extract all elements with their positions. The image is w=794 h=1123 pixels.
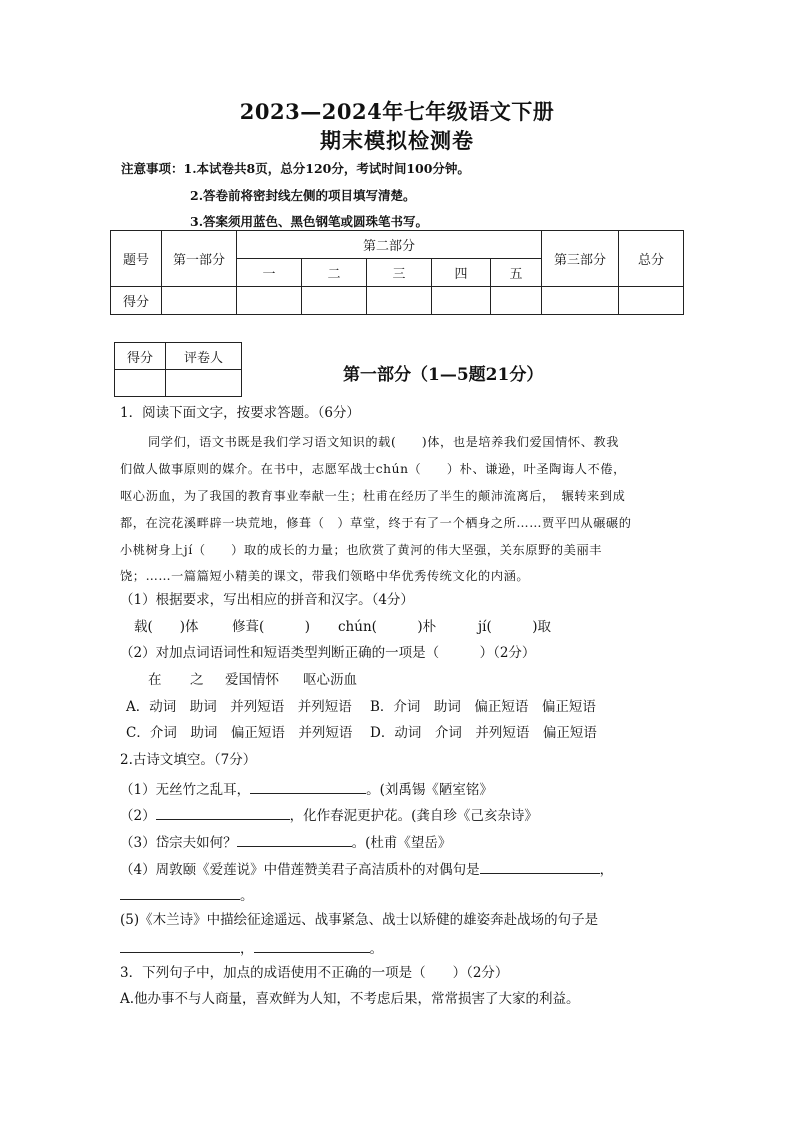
q1-sub1: （1）根据要求，写出相应的拼音和汉字。（4分） xyxy=(120,592,414,608)
q2-line-2 xyxy=(120,807,538,824)
grader-name-cell[interactable] xyxy=(166,370,242,397)
score-table xyxy=(110,230,684,315)
q2-text: （4）周敦颐《爱莲说》中借莲赞美君子高洁质朴的对偶句是 xyxy=(120,862,480,878)
answer-blank[interactable] xyxy=(250,781,366,794)
q3-stem: 3．下列句子中，加点的成语使用不正确的一项是（ ）（2分） xyxy=(120,965,509,981)
th-part1: 第一部分 xyxy=(162,231,237,287)
q2-text: ，化作春泥更护花。(龚自珍《己亥杂诗》 xyxy=(289,808,538,824)
answer-blank[interactable] xyxy=(254,940,370,953)
note-3: 3.答案须用蓝色、黑色钢笔或圆珠笔书写。 xyxy=(190,214,429,229)
option-d[interactable]: D．动词 介词 并列短语 偏正短语 xyxy=(370,725,597,741)
q1-sub2: （2）对加点词语词性和短语类型判断正确的一项是（ ）（2分） xyxy=(120,645,536,661)
th-sub-5: 五 xyxy=(491,259,542,287)
th-sub-3: 三 xyxy=(367,259,432,287)
option-c[interactable]: C．介词 助词 偏正短语 并列短语 xyxy=(126,725,353,741)
dotted-word: 爱国情怀 xyxy=(225,672,279,688)
q2-text: 。 xyxy=(369,941,383,957)
q1-sub1-item[interactable]: jí( )取 xyxy=(478,619,552,635)
note-1: 注意事项：1.本试卷共8页，总分120分，考试时间100分钟。 xyxy=(121,161,470,176)
th-sub-2: 二 xyxy=(302,259,367,287)
note-2: 2.答卷前将密封线左侧的项目填写清楚。 xyxy=(190,188,416,203)
answer-blank[interactable] xyxy=(156,807,290,820)
score-cell[interactable] xyxy=(302,287,367,315)
q2-text: （2） xyxy=(120,808,156,824)
dotted-word: 之 xyxy=(190,672,204,688)
q1-stem: 1．阅读下面文字，按要求答题。（6分） xyxy=(120,405,360,421)
answer-blank[interactable] xyxy=(120,940,240,953)
grader-label: 评卷人 xyxy=(166,343,242,370)
passage-line: 小桃树身上jí（ ）取的成长的力量；也欣赏了黄河的伟大坚强，关东原野的美丽丰 xyxy=(120,543,603,557)
th-part3: 第三部分 xyxy=(542,231,619,287)
q2-line-4 xyxy=(120,861,613,878)
passage-line: 呕心沥血，为了我国的教育事业奉献一生；杜甫在经历了半生的颠沛流离后， 辗转来到成 xyxy=(120,489,626,503)
q2-line-3 xyxy=(120,834,451,851)
dotted-word: 呕心沥血 xyxy=(303,672,357,688)
option-a[interactable]: A．动词 助词 并列短语 并列短语 xyxy=(126,699,352,715)
score-cell[interactable] xyxy=(432,287,491,315)
q2-text: 。(杜甫《望岳》 xyxy=(351,835,452,851)
score-cell[interactable] xyxy=(542,287,619,315)
q2-text: （3）岱宗夫如何？ xyxy=(120,835,237,851)
score-cell[interactable] xyxy=(162,287,237,315)
answer-blank[interactable] xyxy=(480,861,600,874)
th-part2: 第二部分 xyxy=(237,231,542,259)
th-tihao: 题号 xyxy=(111,231,162,287)
exam-title-line2: 期末模拟检测卷 xyxy=(320,128,474,153)
grader-score-cell[interactable] xyxy=(115,370,166,397)
dotted-word: 在 xyxy=(148,672,162,688)
th-sub-1: 一 xyxy=(237,259,302,287)
passage-line: 饶；……一篇篇短小精美的课文，带我们领略中华优秀传统文化的内涵。 xyxy=(120,569,530,583)
passage-line: 们做人做事原则的媒介。在书中，志愿军战士chún（ ）朴、谦逊，叶圣陶诲人不倦， xyxy=(120,462,626,476)
section1-title: 第一部分（1—5题21分） xyxy=(343,365,544,385)
passage-line: 同学们，语文书既是我们学习语文知识的载( )体，也是培养我们爱国情怀、教我 xyxy=(148,435,620,449)
q2-line-1 xyxy=(120,781,493,798)
score-cell[interactable] xyxy=(491,287,542,315)
q2-text: ， xyxy=(240,941,254,957)
q2-text: 。(刘禹锡《陋室铭》 xyxy=(366,782,493,798)
q2-line-5b xyxy=(120,940,383,957)
q3-option-a[interactable]: A.他办事不与人商量，喜欢鲜为人知，不考虑后果，常常损害了大家的利益。 xyxy=(120,991,580,1007)
passage-line: 都，在浣花溪畔辟一块荒地，修葺（ ）草堂，终于有了一个栖身之所……贾平凹从碾碾的 xyxy=(120,516,632,530)
score-cell[interactable] xyxy=(619,287,684,315)
grader-score-label: 得分 xyxy=(115,343,166,370)
q1-sub1-item[interactable]: chún( )朴 xyxy=(338,619,437,635)
exam-title-line1: 2023—2024年七年级语文下册 xyxy=(239,99,555,124)
option-b[interactable]: B．介词 助词 偏正短语 偏正短语 xyxy=(370,699,596,715)
q2-text: ， xyxy=(599,862,614,878)
score-cell[interactable] xyxy=(237,287,302,315)
q2-stem: 2.古诗文填空。（7分） xyxy=(120,752,257,768)
answer-blank[interactable] xyxy=(237,834,352,847)
row-defen: 得分 xyxy=(111,287,162,315)
q2-text: 。 xyxy=(240,888,254,904)
q2-line-5: (5)《木兰诗》中描绘征途遥远、战事紧急、战士以矫健的雄姿奔赴战场的句子是 xyxy=(120,912,599,928)
q2-line-4b xyxy=(120,887,254,904)
q1-sub1-item[interactable]: 载( )体 xyxy=(134,619,199,635)
q2-text: （1）无丝竹之乱耳， xyxy=(120,782,251,798)
answer-blank[interactable] xyxy=(120,887,240,900)
score-cell[interactable] xyxy=(367,287,432,315)
q1-sub1-item[interactable]: 修葺( ) xyxy=(232,619,311,635)
th-sub-4: 四 xyxy=(432,259,491,287)
grader-box xyxy=(114,342,242,397)
th-total: 总分 xyxy=(619,231,684,287)
